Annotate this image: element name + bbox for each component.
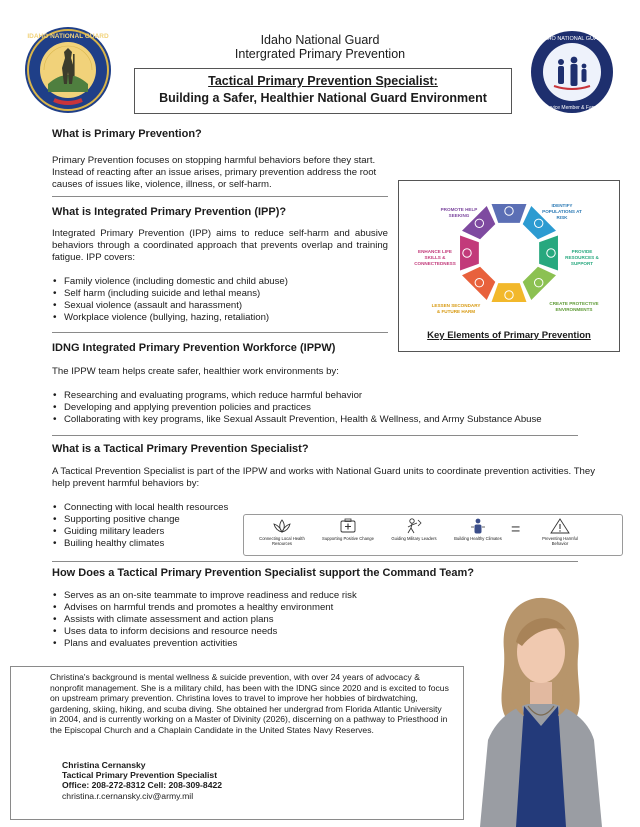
icon-item [388, 517, 440, 541]
heading-tpps: What is a Tactical Primary Prevention Specialist? [52, 443, 309, 455]
divider [52, 332, 388, 333]
divider [52, 561, 578, 562]
wheel-label: IDENTIFY POPULATIONS AT RISK [542, 203, 582, 220]
list-item: • Plans and evaluates prevention activities [52, 638, 452, 650]
contact-name: Christina Cernansky [62, 760, 146, 770]
list-item: • Advises on harmful trends and promotes a healthy environment [52, 602, 452, 614]
heading-support: How Does a Tactical Primary Prevention Specialist support the Command Team? [52, 567, 474, 579]
text-primary-prevention: Primary Prevention focuses on stopping harmful behaviors before they start. Instead of reacting after an issue arises, primary prevention address the root causes of issues like, violence, illness, or self-harm. [52, 155, 377, 190]
list-item: • Assists with climate assessment and action plans [52, 614, 452, 626]
list-item: • Developing and applying prevention policies and practices [52, 402, 612, 414]
divider [52, 196, 388, 197]
icon-caption: Supporting Positive Change [322, 536, 374, 541]
lotus-icon [271, 517, 293, 535]
organization-name [150, 33, 490, 61]
icon-caption: Building Healthy Climates [454, 536, 502, 541]
list-item: • Workplace violence (bullying, hazing, retaliation) [52, 312, 388, 324]
list-item: • Serves as an on-site teammate to improve readiness and reduce risk [52, 590, 452, 602]
list-item: • Collaborating with key programs, like Sexual Assault Prevention, Health & Wellness, and Army Substance Abuse [52, 414, 612, 426]
contact-email: christina.r.cernansky.civ@army.mil [62, 790, 194, 801]
warning-icon [549, 517, 571, 535]
idaho-national-guard-seal-logo [24, 26, 112, 114]
contact-phones: Office: 208-272-8312 Cell: 208-309-8422 [62, 780, 223, 791]
equals-sign: = [511, 521, 521, 538]
service-member-family-support-logo [530, 30, 614, 114]
text-ipp: Integrated Primary Prevention (IPP) aims to reduce self-harm and abusive behaviors through a coordinated approach that prevents overlap and training fatigue. IPP covers: [52, 228, 388, 263]
heading-ipp: What is Integrated Primary Prevention (IPP)? [52, 206, 287, 218]
wheel-center [481, 225, 537, 281]
person-icon [467, 517, 489, 535]
icon-caption: Guiding Military Leaders [391, 536, 437, 541]
list-tpps [52, 502, 242, 550]
wheel-label: PROMOTE HELP SEEKING [440, 207, 478, 218]
svg-text:IDAHO NATIONAL GUARD: IDAHO NATIONAL GUARD [538, 36, 606, 42]
list-support [52, 590, 452, 650]
title-box [134, 68, 512, 114]
portrait-photo [466, 590, 616, 827]
list-item: • Supporting positive change [52, 514, 242, 526]
list-item: • Builing healthy climates [52, 538, 242, 550]
heading-primary-prevention: What is Primary Prevention? [52, 128, 202, 140]
wheel-label: LESSEN SECONDARY & FUTURE HARM [431, 303, 481, 314]
list-item: • Uses data to inform decisions and resource needs [52, 626, 452, 638]
list-item: • Guiding military leaders [52, 526, 242, 538]
list-item: • Family violence (including domestic and child abuse) [52, 276, 388, 288]
icon-item [534, 517, 586, 546]
divider [52, 435, 578, 436]
org-line-2: Intergrated Primary Prevention [234, 47, 406, 61]
icon-item [256, 517, 308, 546]
wheel-label: CREATE PROTECTIVE ENVIRONMENTS [549, 301, 599, 312]
list-item: • Connecting with local health resources [52, 502, 242, 514]
list-ippw [52, 390, 612, 426]
signature-block [62, 760, 222, 801]
list-ipp [52, 276, 388, 324]
text-tpps: A Tactical Prevention Specialist is part of the IPPW and works with National Guard units to coordinate prevention activities. They help prevent harmful behaviors by: [52, 466, 596, 489]
bio-text: Christina's background is mental wellness & suicide prevention, with over 24 years of advocacy & nonprofit management. She is a military child, has been with the IDNG since 2020 and is excited to focus on upstream primary prevention. Christina loves to travel to improve her hobbies of birdwatching, gardening, skiing, hiking, and scuba diving. She obtained her undergrad from Florida Atlantic University in 2004, and is currently working on a Master of Divinity (2026), discerning on a pathway to Priesthood in the Episcopal Church and a Chaplain Candidate in the United States Navy Reserves. [50, 672, 449, 735]
page-subtitle: Building a Safer, Healthier National Guard Environment [159, 91, 487, 105]
key-elements-graphic [398, 180, 620, 352]
list-item: • Self harm (including suicide and lethal means) [52, 288, 388, 300]
heading-ippw: IDNG Integrated Primary Prevention Workforce (IPPW) [52, 342, 336, 354]
leader-icon [403, 517, 425, 535]
list-item: • Researching and evaluating programs, which reduce harmful behavior [52, 390, 612, 402]
wheel-label: ENHANCE LIFE SKILLS & CONNECTEDNESS [414, 249, 456, 266]
first-aid-icon [337, 517, 359, 535]
icon-caption: Preventing Harmful Behavior [542, 536, 578, 546]
icon-item [322, 517, 374, 541]
svg-text:Service Member & Family: Service Member & Family [543, 105, 601, 111]
text-ippw: The IPPW team helps create safer, healthier work environments by: [52, 366, 339, 377]
list-item: • Sexual violence (assault and harassment) [52, 300, 388, 312]
icon-caption: Connecting Local Health Resources [259, 536, 305, 546]
page-title: Tactical Primary Prevention Specialist: [208, 74, 438, 88]
contact-role: Tactical Primary Prevention Specialist [62, 770, 218, 781]
wheel-caption: Key Elements of Primary Prevention [427, 330, 591, 341]
wheel-label: PROVIDE RESOURCES & SUPPORT [565, 249, 599, 266]
svg-text:IDAHO NATIONAL GUARD: IDAHO NATIONAL GUARD [27, 33, 109, 40]
tpps-icons-row [243, 514, 623, 556]
org-line-1: Idaho National Guard [260, 33, 380, 47]
icon-item [452, 517, 504, 541]
